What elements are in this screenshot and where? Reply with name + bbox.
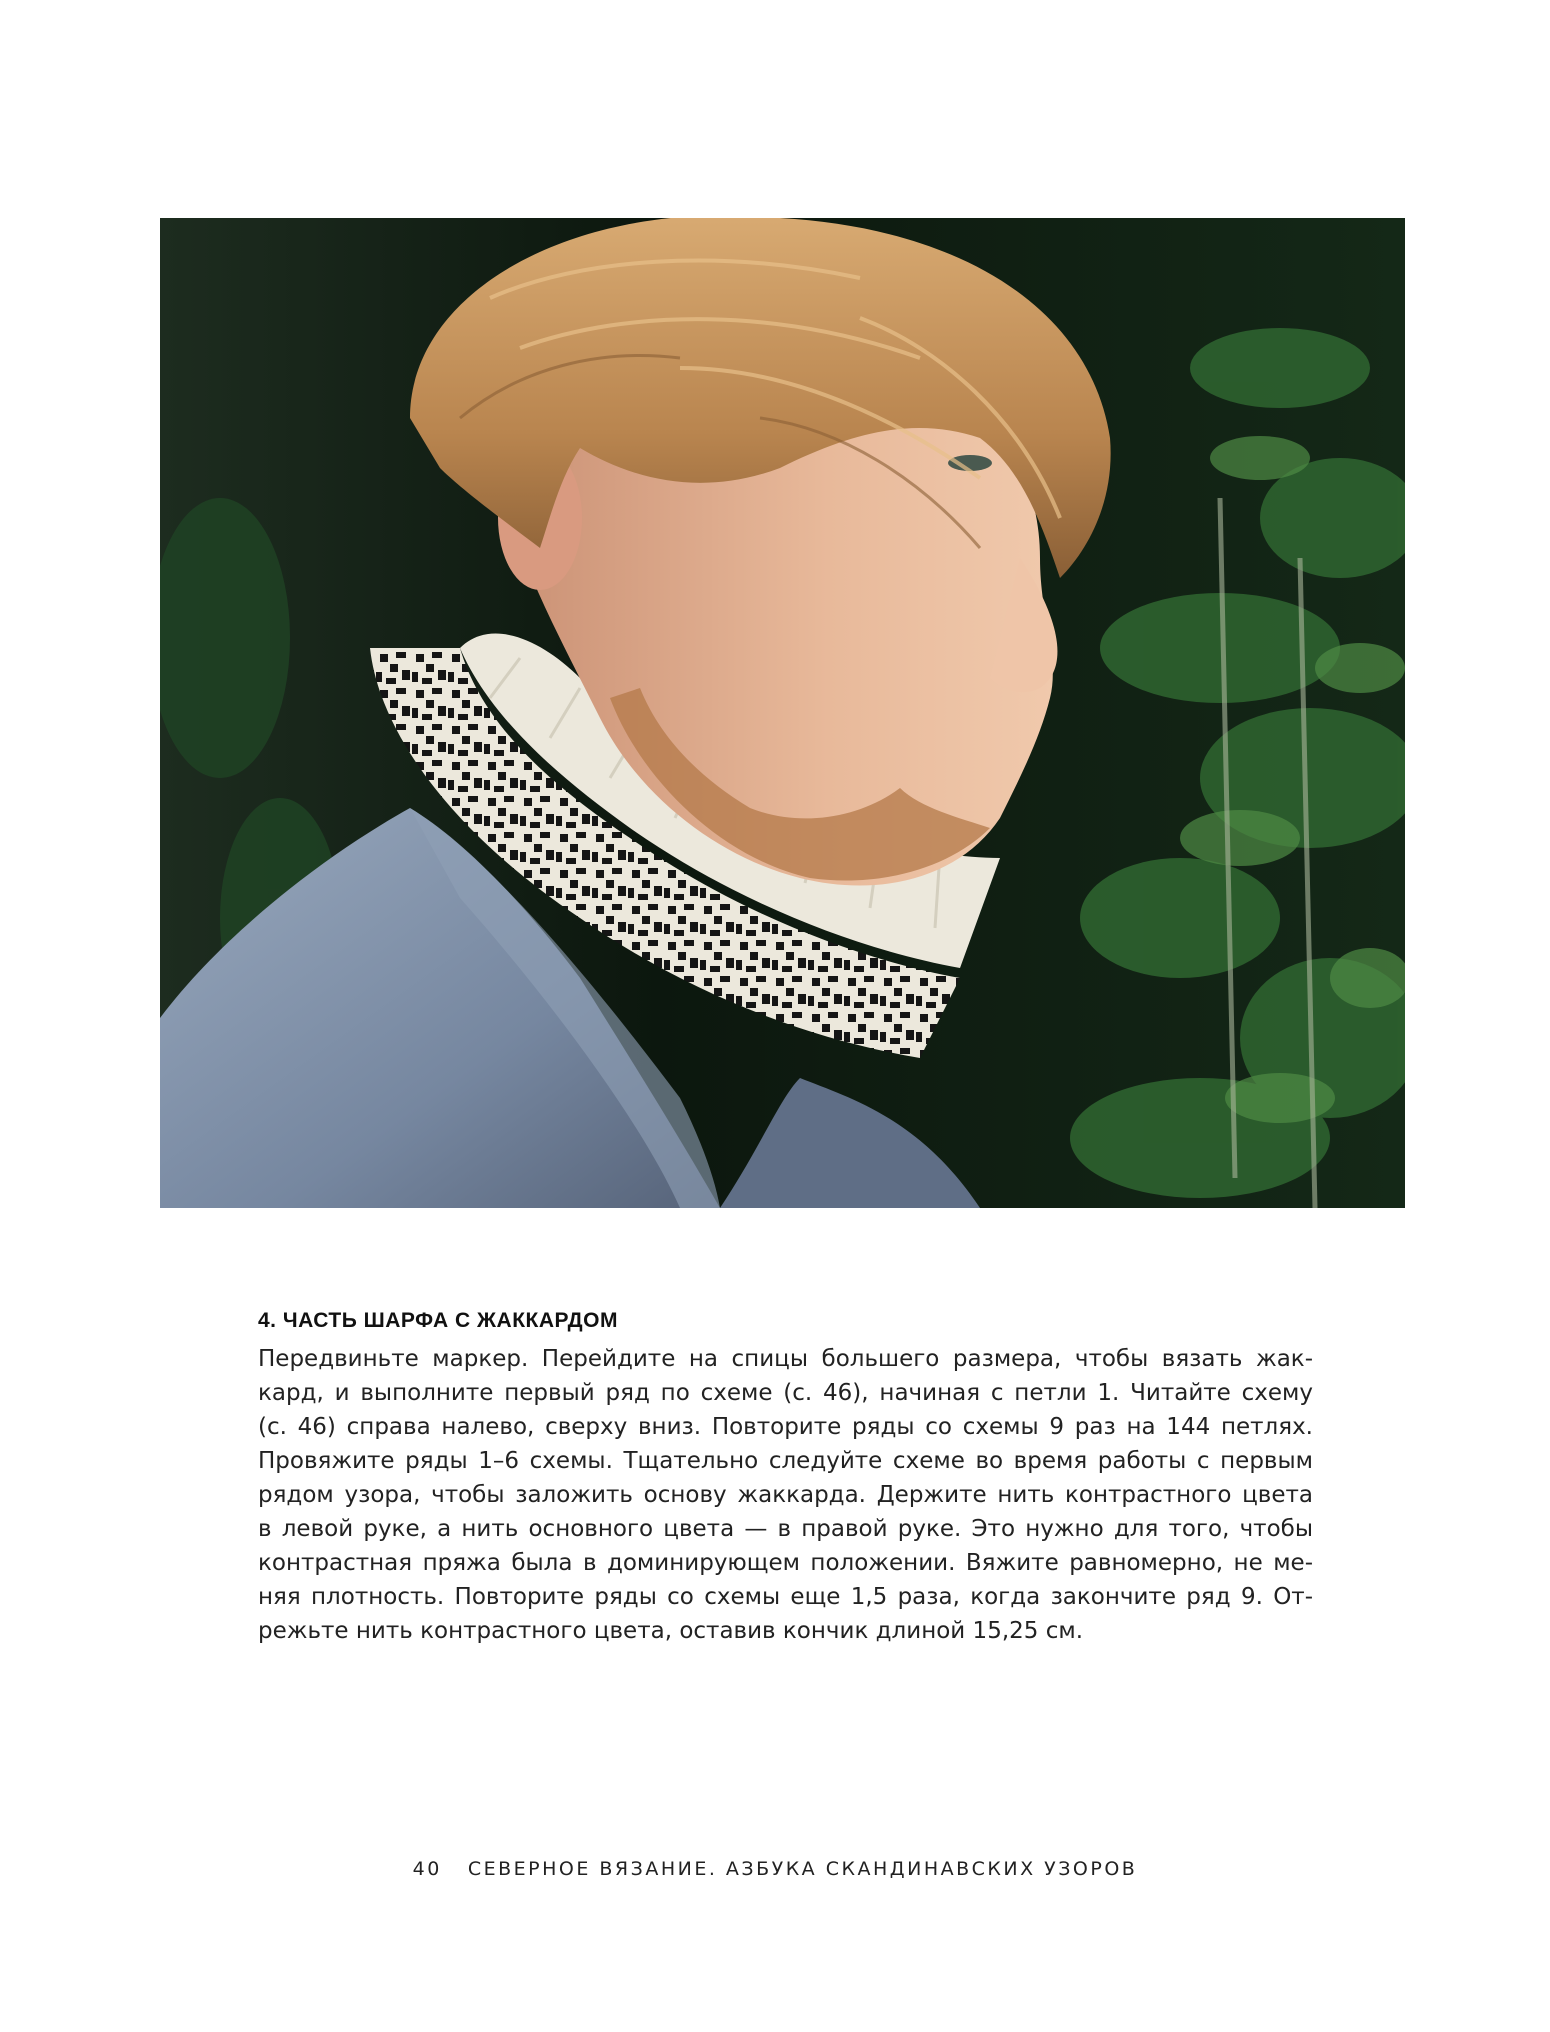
instructions-paragraph xyxy=(258,1342,1313,1648)
photo-illustration xyxy=(160,218,1405,1208)
book-title: СЕВЕРНОЕ ВЯЗАНИЕ. АЗБУКА СКАНДИНАВСКИХ УЗОРОВ xyxy=(467,1858,1138,1880)
photo-man-in-jacquard-scarf xyxy=(160,218,1405,1208)
text-line: кард, и выполните первый ряд по схеме (с. 46), начиная с петли 1. Читайте схему xyxy=(258,1380,1313,1406)
page-number: 40 xyxy=(412,1858,442,1880)
article xyxy=(258,1308,1313,1648)
text-line: контрастная пряжа была в доминирующем положении. Вяжите равномерно, не ме- xyxy=(258,1550,1313,1576)
text-line: няя плотность. Повторите ряды со схемы еще 1,5 раза, когда закончите ряд 9. От- xyxy=(258,1584,1313,1610)
section-heading: 4. ЧАСТЬ ШАРФА С ЖАККАРДОМ xyxy=(258,1309,618,1332)
text-line: Передвиньте маркер. Перейдите на спицы большего размера, чтобы вязать жак- xyxy=(258,1346,1313,1372)
text-line: (с. 46) справа налево, сверху вниз. Повторите ряды со схемы 9 раз на 144 петлях. xyxy=(258,1414,1313,1440)
text-line: рядом узора, чтобы заложить основу жаккарда. Держите нить контрастного цвета xyxy=(258,1482,1313,1508)
text-line: Провяжите ряды 1–6 схемы. Тщательно следуйте схеме во время работы с первым xyxy=(258,1448,1313,1474)
text-line: в левой руке, а нить основного цвета — в правой руке. Это нужно для того, чтобы xyxy=(258,1516,1313,1542)
text-line: режьте нить контрастного цвета, оставив кончик длиной 15,25 см. xyxy=(258,1618,1084,1644)
page-footer xyxy=(0,1858,1550,1880)
